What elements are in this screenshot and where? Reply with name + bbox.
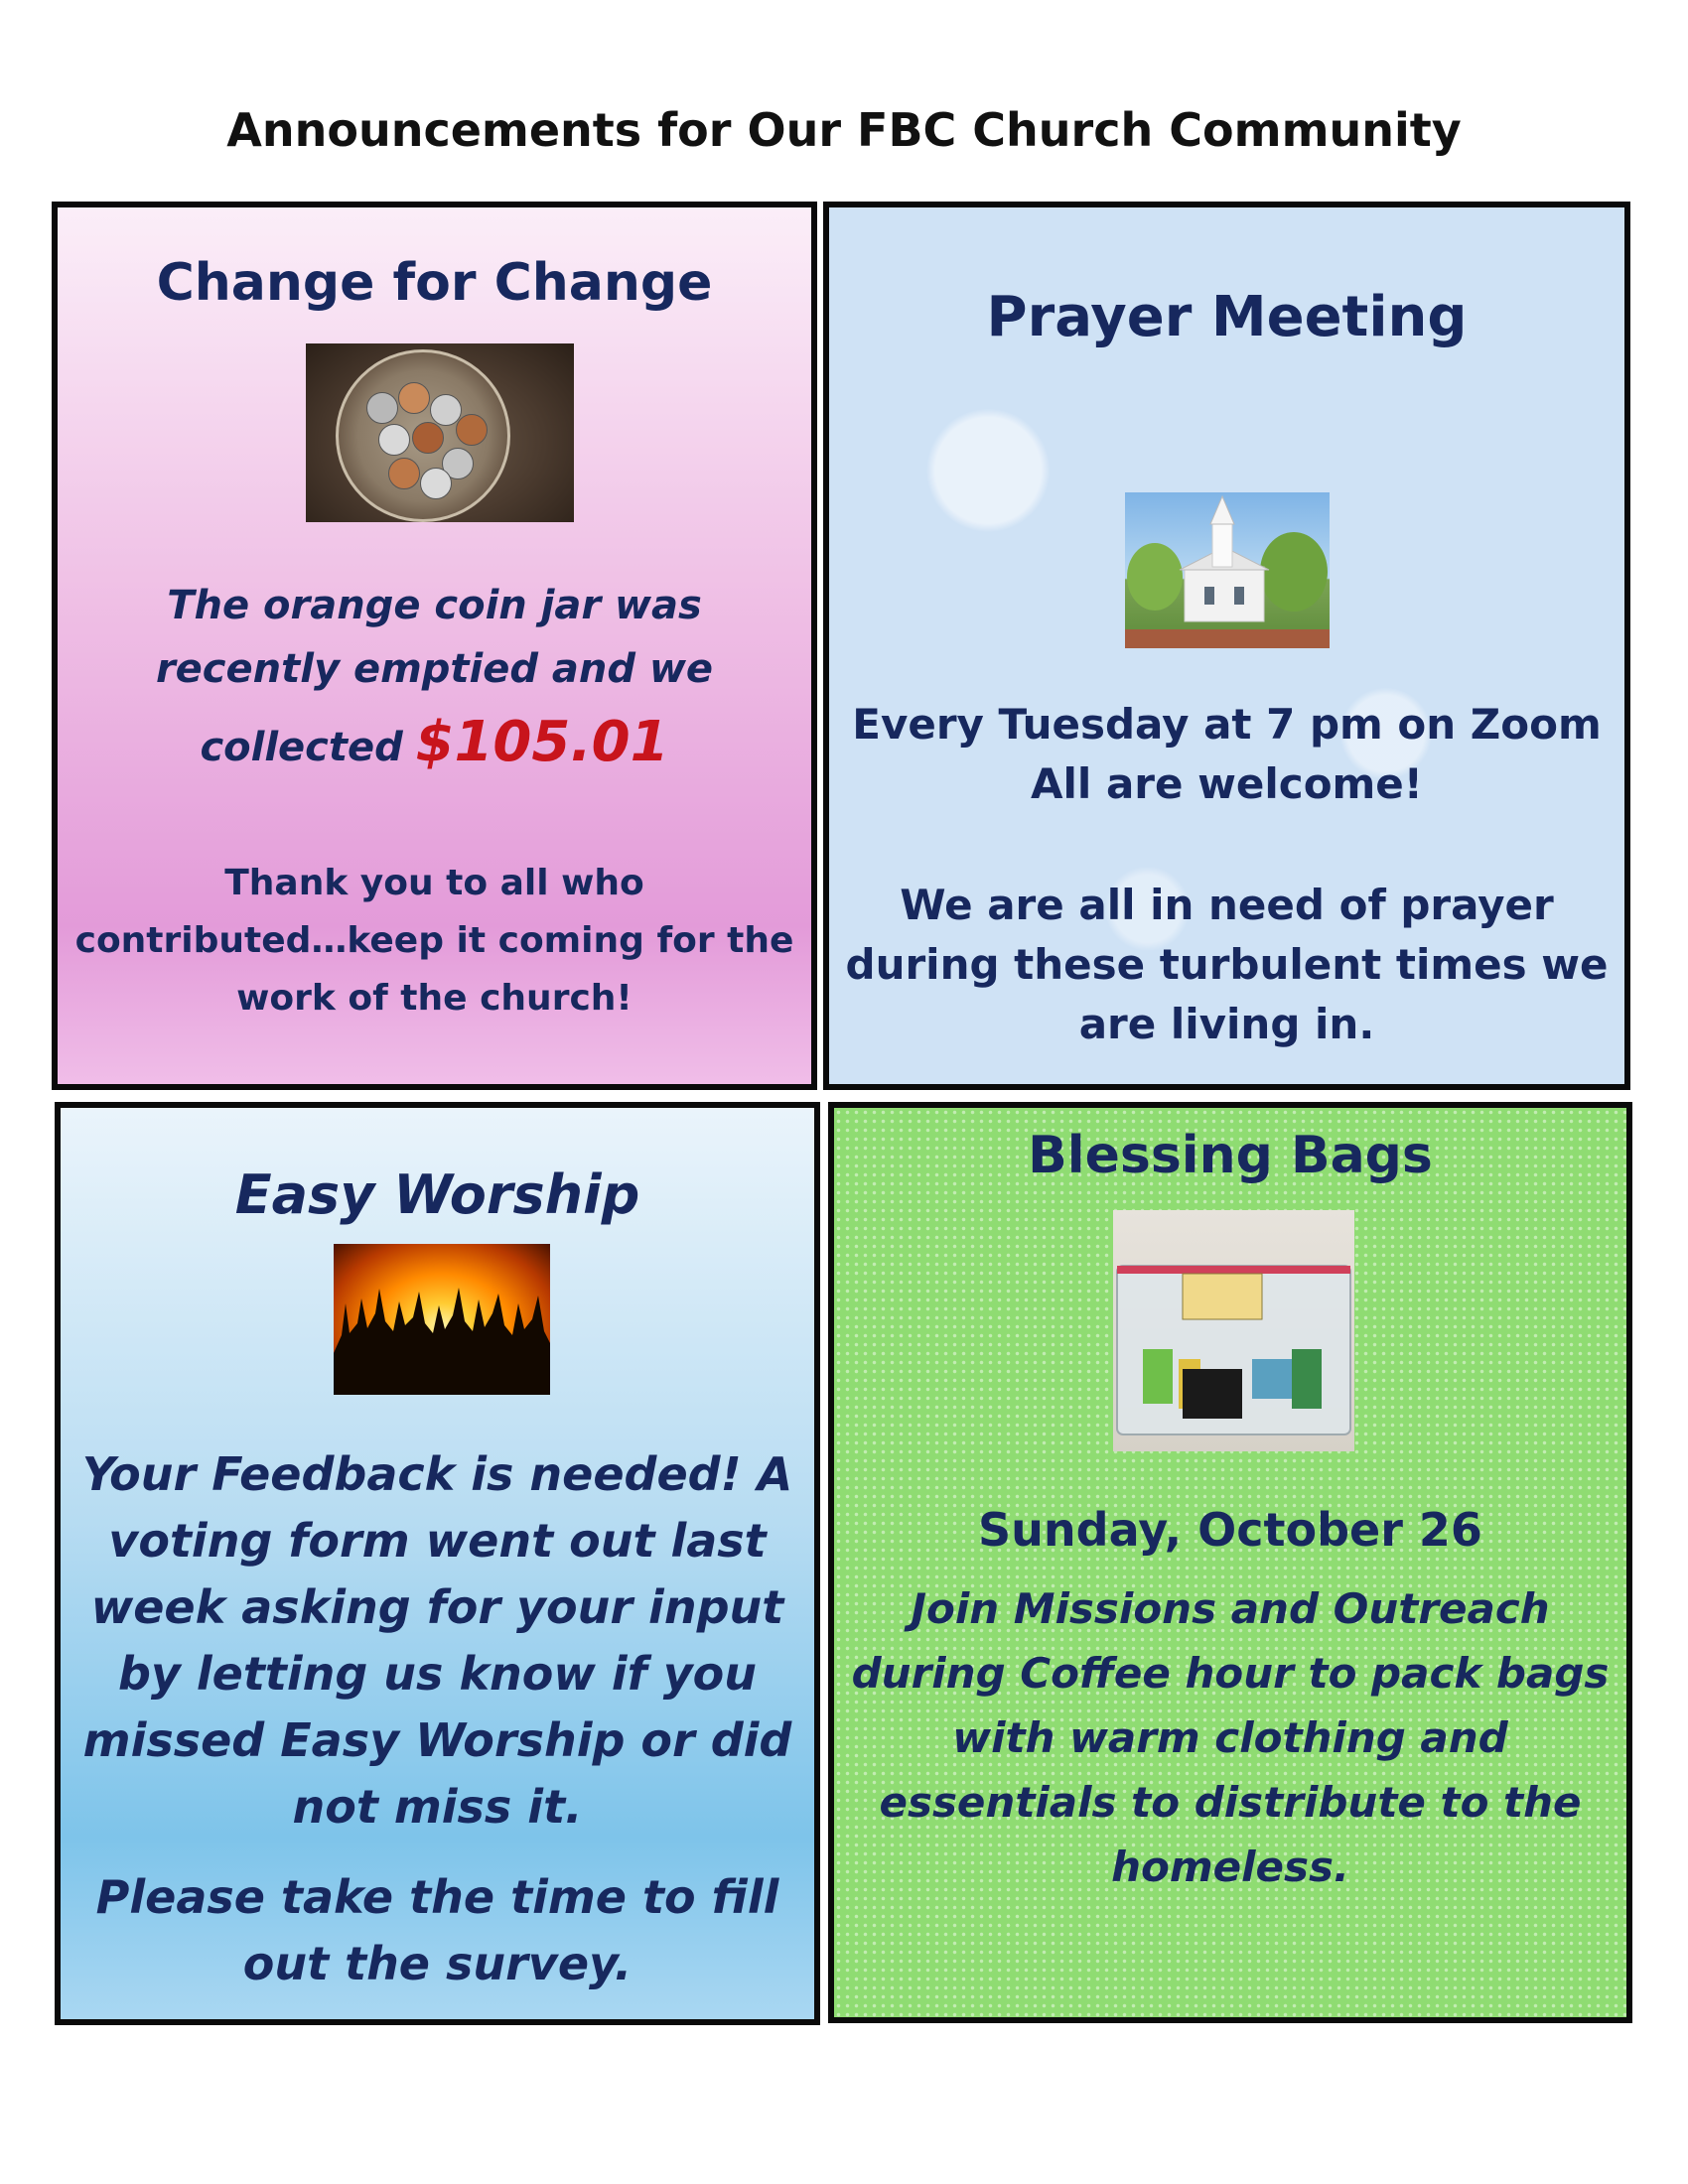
prayer-line-1: Every Tuesday at 7 pm on Zoom <box>852 700 1602 749</box>
blessing-title: Blessing Bags <box>1028 1126 1433 1185</box>
blessing-line-5: homeless. <box>1111 1843 1349 1891</box>
prayer-line-2: All are welcome! <box>1031 759 1423 808</box>
church-photo <box>1125 492 1330 648</box>
thanks-line-2: contributed…keep it coming for the <box>74 920 794 961</box>
prayer-meeting-panel <box>823 202 1630 1090</box>
amount-collected: $105.01 <box>415 710 669 774</box>
blessing-line-2: during Coffee hour to pack bags <box>851 1649 1610 1698</box>
page-title: Announcements for Our FBC Church Community <box>226 103 1462 157</box>
blessing-line-3: with warm clothing and <box>952 1713 1508 1762</box>
worship-line-8: out the survey. <box>242 1937 633 1990</box>
prayer-line-4: during these turbulent times we <box>845 940 1609 989</box>
blessing-line-4: essentials to distribute to the <box>879 1778 1582 1827</box>
prayer-line-5: are living in. <box>1078 1000 1375 1048</box>
thanks-line-1: Thank you to all who <box>224 863 644 903</box>
worship-line-5: missed Easy Worship or did <box>82 1713 792 1767</box>
thanks-line-3: work of the church! <box>236 978 633 1019</box>
blessing-line-1: Join Missions and Outreach <box>911 1584 1550 1633</box>
worship-line-3: week asking for your input <box>90 1580 784 1634</box>
blessing-date: Sunday, October 26 <box>978 1503 1482 1557</box>
worship-line-1: Your Feedback is needed! A <box>81 1447 793 1501</box>
change-line-1: The orange coin jar was <box>167 583 702 628</box>
worship-title: Easy Worship <box>234 1163 640 1226</box>
prayer-line-3: We are all in need of prayer <box>900 881 1554 929</box>
worship-line-7: Please take the time to fill <box>95 1870 779 1924</box>
prayer-title: Prayer Meeting <box>986 285 1468 349</box>
worship-line-4: by letting us know if you <box>117 1647 758 1701</box>
change-line-3: collected <box>200 725 403 770</box>
blessing-bag-photo <box>1113 1210 1354 1451</box>
coin-jar-photo <box>306 343 574 522</box>
change-title: Change for Change <box>156 253 713 313</box>
easy-worship-panel <box>55 1102 820 2025</box>
worship-line-6: not miss it. <box>292 1780 583 1834</box>
celebration-silhouette-photo <box>334 1244 550 1395</box>
change-for-change-panel <box>52 202 817 1090</box>
blessing-bags-panel <box>828 1102 1632 2023</box>
change-line-2: recently emptied and we <box>155 646 714 692</box>
worship-line-2: voting form went out last <box>108 1514 767 1568</box>
